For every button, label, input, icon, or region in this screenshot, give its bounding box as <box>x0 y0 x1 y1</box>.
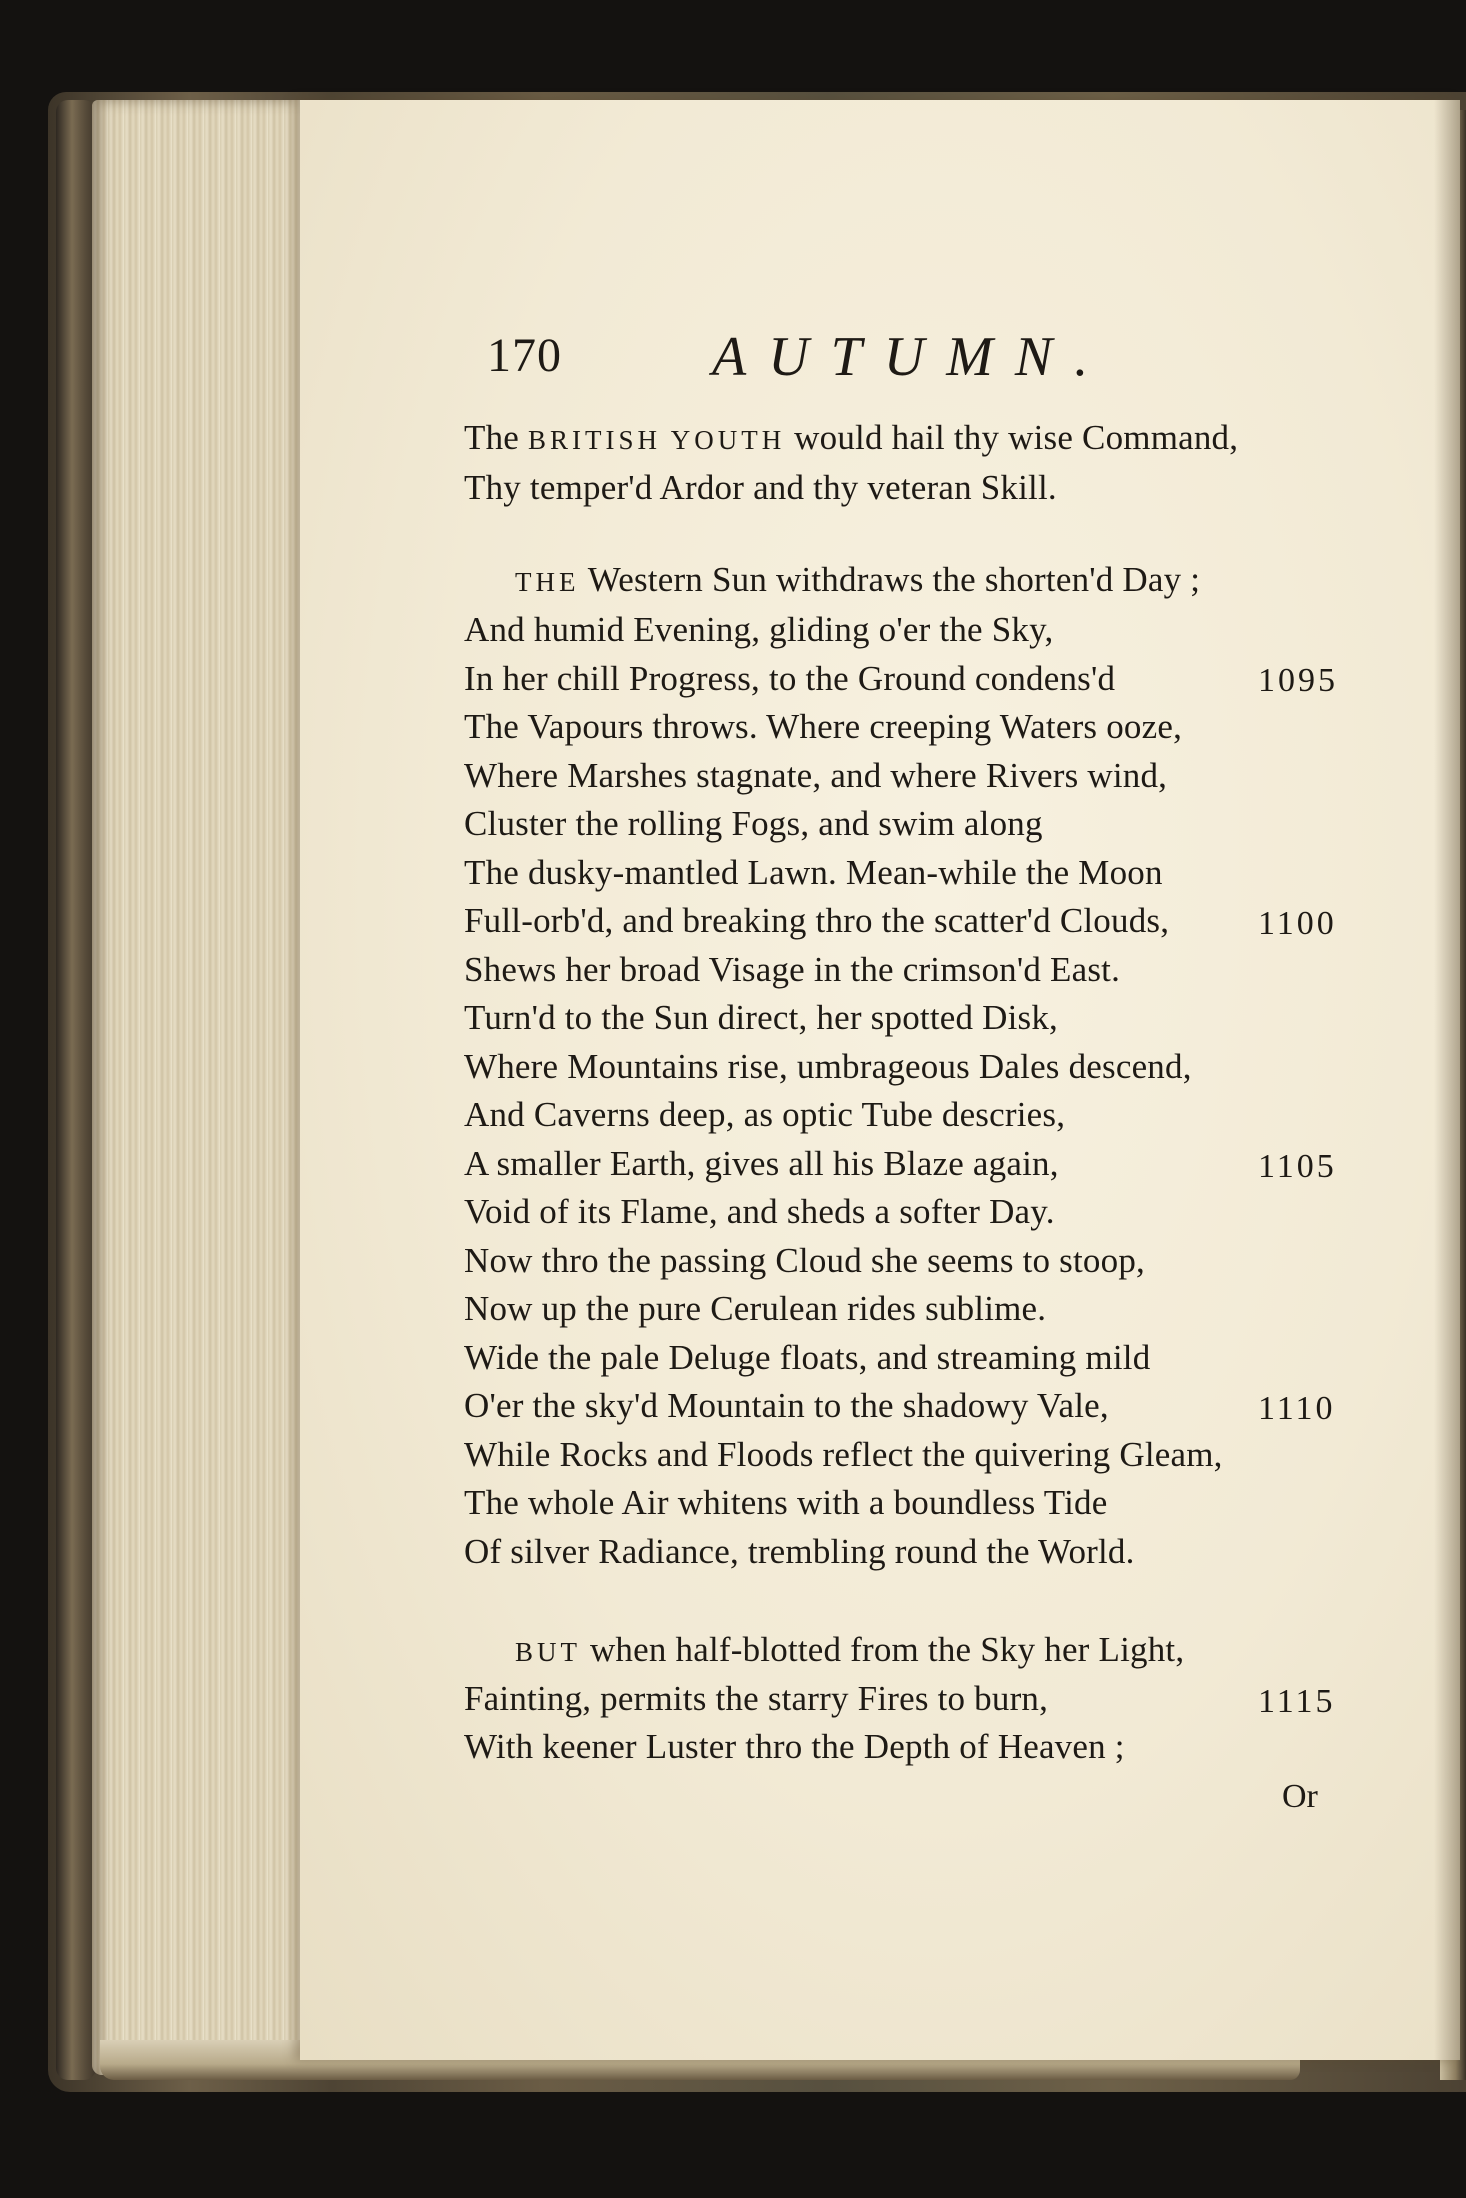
cover-spine-edge <box>56 100 96 2080</box>
verse-line: In her chill Progress, to the Ground condens'd <box>464 659 1116 698</box>
verse-line: Where Marshes stagnate, and where Rivers wind, <box>464 756 1168 795</box>
small-caps-phrase: BRITISH YOUTH <box>527 425 786 455</box>
verse-line: O'er the sky'd Mountain to the shadowy Vale, <box>464 1386 1109 1425</box>
verse-line: And humid Evening, gliding o'er the Sky, <box>464 610 1054 649</box>
line-number: 1100 <box>1258 905 1337 942</box>
verse-line: Shews her broad Visage in the crimson'd East. <box>464 950 1121 989</box>
line-number: 1105 <box>1258 1148 1337 1185</box>
verse-line: With keener Luster thro the Depth of Heaven ; <box>464 1727 1125 1766</box>
page-number: 170 <box>487 329 562 382</box>
verse-line: The dusky-mantled Lawn. Mean-while the Moon <box>464 853 1163 892</box>
small-caps-word: THE <box>515 567 580 597</box>
line-number: 1095 <box>1258 662 1338 699</box>
verse-line: The whole Air whitens with a boundless Tide <box>464 1483 1108 1522</box>
verse-line: Void of its Flame, and sheds a softer Day. <box>464 1192 1055 1231</box>
verse-line: And Caverns deep, as optic Tube descries, <box>464 1095 1066 1134</box>
verse-line: THE Western Sun withdraws the shorten'd Day ; <box>515 560 1201 599</box>
small-caps-word: BUT <box>515 1637 581 1667</box>
verse-line: Turn'd to the Sun direct, her spotted Disk, <box>464 998 1058 1037</box>
verse-line: The Vapours throws. Where creeping Waters ooze, <box>464 707 1183 746</box>
catchword: Or <box>1282 1778 1318 1815</box>
verse-line: Wide the pale Deluge floats, and streaming mild <box>464 1338 1151 1377</box>
verse-line: Fainting, permits the starry Fires to burn, <box>464 1679 1049 1718</box>
verse-line: While Rocks and Floods reflect the quivering Gleam, <box>464 1435 1223 1474</box>
running-title: AUTUMN. <box>712 326 1111 388</box>
verse-line: A smaller Earth, gives all his Blaze again, <box>464 1144 1059 1183</box>
page-edges <box>92 100 322 2075</box>
verse-line: Now thro the passing Cloud she seems to stoop, <box>464 1241 1145 1280</box>
line-number: 1115 <box>1258 1683 1336 1720</box>
line-number: 1110 <box>1258 1390 1336 1427</box>
verse-line: Thy temper'd Ardor and thy veteran Skill. <box>464 468 1057 507</box>
verse-line: Full-orb'd, and breaking thro the scatter'd Clouds, <box>464 901 1170 940</box>
verse-line: Now up the pure Cerulean rides sublime. <box>464 1289 1047 1328</box>
verse-line: BUT when half-blotted from the Sky her Light, <box>515 1630 1185 1669</box>
verse-line: Where Mountains rise, umbrageous Dales descend, <box>464 1047 1192 1086</box>
verse-line: Of silver Radiance, trembling round the World. <box>464 1532 1135 1571</box>
gutter-shadow <box>1434 100 1460 2060</box>
verse-line: The BRITISH YOUTH would hail thy wise Command, <box>464 418 1239 457</box>
verse-line: Cluster the rolling Fogs, and swim along <box>464 804 1043 843</box>
